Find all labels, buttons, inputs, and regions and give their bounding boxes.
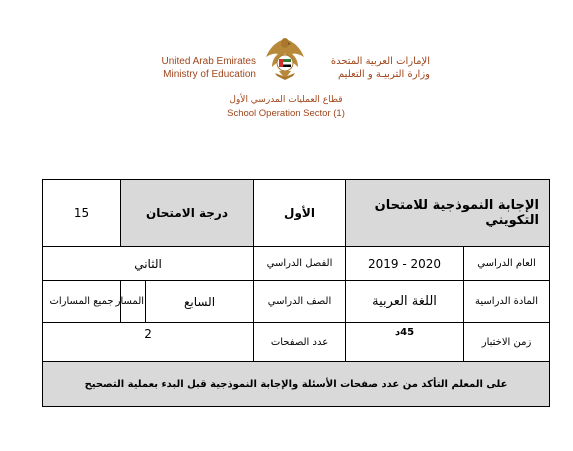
grade-value-cell [146, 281, 254, 323]
semester-label: الفصل الدراسي [266, 258, 333, 269]
year-value: 2020 - 2019 [367, 256, 442, 271]
track-value-cell [43, 281, 121, 323]
subject-value: اللغة العربية [372, 294, 437, 309]
exam-grade-label-cell [121, 180, 254, 247]
subject-label: المادة الدراسية [475, 296, 538, 307]
track-label: المسار [115, 295, 145, 307]
country-name-ar: الإمارات العربية المتحدة [330, 56, 430, 67]
teacher-note-cell [43, 362, 550, 407]
term-value: الأول [284, 206, 315, 220]
year-label: العام الدراسي [477, 258, 536, 269]
track-label-cell [115, 281, 146, 323]
grade-value: السابع [183, 294, 216, 309]
uae-emblem-logo [262, 33, 308, 81]
sector-name-en: School Operation Sector (1) [227, 108, 345, 119]
exam-grade-value: 15 [73, 206, 90, 220]
year-value-cell [346, 247, 464, 281]
year-label-cell [464, 247, 550, 281]
sector-name-ar: قطاع العمليات المدرسي الأول [229, 95, 343, 105]
semester-value-cell [43, 247, 254, 281]
ministry-en-block [160, 55, 256, 81]
time-label-cell [464, 323, 550, 362]
term-value-cell [254, 180, 346, 247]
grade-label-cell [254, 281, 346, 323]
exam-title-cell [346, 180, 550, 247]
country-name-en: United Arab Emirates [161, 56, 256, 67]
pages-value: 2 [144, 327, 152, 341]
pages-label-cell [254, 323, 346, 362]
grade-label: الصف الدراسي [267, 296, 332, 307]
exam-grade-label: درجة الامتحان [146, 206, 228, 220]
sector-block [186, 94, 386, 120]
time-value-cell [346, 323, 464, 362]
subject-label-cell [464, 281, 550, 323]
exam-info-table [42, 179, 550, 407]
ministry-name-ar: وزارة التربيـة و التعليم [338, 69, 430, 80]
pages-label: عدد الصفحات [270, 336, 329, 348]
exam-grade-value-cell [43, 180, 121, 247]
ministry-name-en: Ministry of Education [163, 69, 256, 80]
semester-value: الثاني [134, 256, 162, 271]
teacher-note: على المعلم التأكد من عدد صفحات الأسئلة والإجابة النموذجية قبل البدء بعملية التصحيح [84, 378, 508, 390]
time-value: 45د [394, 327, 415, 338]
semester-label-cell [254, 247, 346, 281]
pages-value-cell [43, 323, 254, 362]
time-label: زمن الاختبار [481, 336, 532, 348]
track-value: جميع المسارات [49, 295, 114, 307]
subject-value-cell [346, 281, 464, 323]
ministry-ar-block [312, 55, 430, 81]
exam-title: الإجابة النموذجية للامتحان التكويني [374, 198, 540, 228]
